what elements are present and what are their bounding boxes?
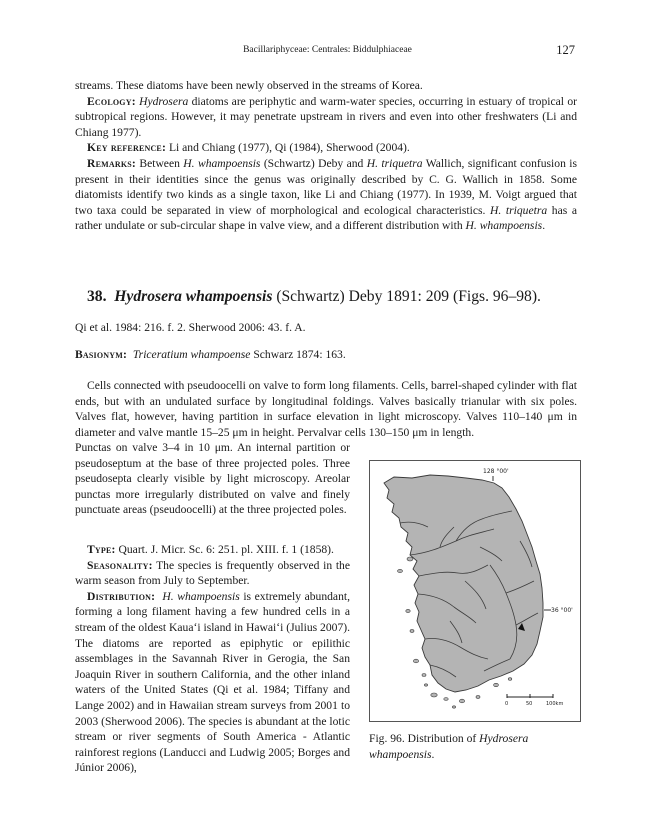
species-name: Hydrosera whampoensis	[114, 288, 273, 305]
key-reference-text: Li and Chiang (1977), Qi (1984), Sherwood (2004).	[166, 141, 410, 155]
scale-bar	[505, 694, 563, 707]
species-authority: (Schwartz) Deby 1891: 209 (Figs. 96–98).	[272, 288, 541, 305]
caption-suffix: .	[431, 747, 435, 761]
scale-50: 50	[526, 701, 533, 707]
peninsula-landmass	[384, 475, 543, 692]
type-section	[75, 542, 350, 776]
remarks-text-e: .	[542, 219, 546, 233]
description-paragraph: Cells connected with pseudoocelli on valve to form long filaments. Cells, barrel-shaped cylinder with flat ends, but with an undulated surface by longitudinal foldings. Valves basically trianular with six poles. Valves flat, however, having partition in surface elevation in light microscopy. Valves 110–140 μm in diameter and valve mantle 15–25 μm in height. Pervalvar cells 130–150 μm in length.	[75, 379, 577, 439]
basionym-block	[75, 347, 577, 363]
running-title: Bacillariphyceae: Centrales: Biddulphiaceae	[243, 45, 412, 55]
description-left	[75, 440, 350, 518]
korea-map	[370, 461, 580, 721]
caption-species: Hydrosera whampoensis	[369, 732, 529, 761]
seasonality-paragraph: Seasonality: The species is frequently observed in the warm season from July to September.	[75, 558, 350, 588]
remarks-label: Remarks	[87, 156, 132, 170]
longitude-label: 128 °00'	[483, 468, 509, 475]
page-number: 127	[556, 43, 575, 57]
distribution-map-figure	[369, 460, 581, 722]
distribution-label: Distribution	[87, 589, 152, 603]
type-paragraph: Type: Quart. J. Micr. Sc. 6: 251. pl. XIII. f. 1 (1858).	[87, 543, 334, 556]
remarks-species-2: H. triquetra	[366, 156, 423, 170]
description-continued: Punctas on valve 3–4 in 10 μm. An internal partition or pseudoseptum at the base of three projected poles. Three pseudosepta clearly visible by light microscopy. Areolar punctas more irregularly distributed on valve and finely punctuate areas (pseudoocelli) at the three projected poles.	[75, 441, 350, 517]
streams-paragraph: streams. These diatoms have been newly observed in the streams of Korea.	[75, 79, 423, 92]
basionym-name: Triceratium whampoense	[132, 348, 251, 361]
distribution-paragraph: Distribution: H. whampoensis is extremely abundant, forming a long filament having a few hundred cells in a stream of the oldest Kaua‘i island in Hawai‘i (Julius 2007). The diatoms are reported as epiphytic or epilithic assemblages in the Savannah River in Gerogia, the San Joaquin River in southern California, and the other inland waters of the United States (Qi et al. 1984; Tiffany and Lange 2002) and in Hawaiian stream surveys from 2001 to 2003 (Sherwood 2006). The species is abundant at the lotic stream or river segments of South America - Atlantic rainforest regions (Landucci and Ludwig 2005; Borges and Júnior 2006),	[75, 589, 350, 775]
remarks-text-c: Wallich, significant confusion is present in their identities since the genus was originally described by C. G. Wallich in 1858. Some diatomists identify two kinds as a single taxon, like Li and Chiang (1977). In 1939, M. Voigt argued that two taxa could be separated in view of morphological and ecological characteristics.	[75, 156, 577, 217]
key-reference-label: Key reference	[87, 141, 162, 155]
seasonality-label: Seasonality	[87, 558, 149, 572]
remarks-species-3: H. triquetra	[490, 203, 548, 217]
top-section	[75, 78, 577, 234]
remarks-species-4: H. whampoensis	[465, 219, 543, 233]
caption-prefix: Fig. 96. Distribution of	[369, 732, 480, 745]
remarks-text-a: Between	[135, 156, 184, 170]
scale-0: 0	[505, 701, 509, 707]
ecology-label: Ecology	[87, 94, 132, 108]
key-reference-paragraph: Key reference: Li and Chiang (1977), Qi (1984), Sherwood (2004).	[87, 141, 410, 155]
remarks-text-b: (Schwartz) Deby and	[260, 156, 367, 170]
species-references	[75, 320, 577, 336]
distribution-text: is extremely abundant, forming a long filament having a few hundred cells in a stream of the oldest Kaua‘i island in Hawai‘i (Julius 2007). The diatoms are reported as epiphytic or epilithic assemblages in the Savannah River in Gerogia, the San Joaquin River in southern California, and the other inland waters of the United States (Qi et al. 1984; Tiffany and Lange 2002) and in Hawaiian stream surveys from 2001 to 2003 (Sherwood 2006). The species is abundant at the lotic stream or river segments of South America - Atlantic rainforest regions (Landucci and Ludwig 2005; Borges and Júnior 2006),	[75, 589, 350, 775]
basionym-text: Schwarz 1874: 163.	[250, 348, 346, 361]
basionym-line: Basionym: Triceratium whampoense Schwarz 1874: 163.	[75, 348, 346, 361]
distribution-species: H. whampoensis	[162, 589, 240, 603]
description-full	[75, 378, 577, 440]
species-number: 38.	[87, 288, 107, 305]
ecology-genus: Hydrosera	[139, 94, 189, 108]
remarks-text-d: has a rather undulate or sub-circular shape in valve view, and a different distribution with	[75, 203, 577, 233]
latitude-label: 36 °00'	[551, 607, 573, 614]
type-label: Type	[87, 543, 112, 556]
ecology-paragraph: Ecology: Hydrosera diatoms are periphytic and warm-water species, occurring in estuary of tropical or subtropical regions. However, it may penetrate upstream in rivers and even into other freshwaters (Li and Chiang 1977).	[75, 94, 577, 139]
references-line: Qi et al. 1984: 216. f. 2. Sherwood 2006: 43. f. A.	[75, 321, 306, 334]
species-heading	[87, 288, 567, 306]
scale-100: 100km	[546, 701, 564, 707]
ecology-text: diatoms are periphytic and warm-water species, occurring in estuary of tropical or subtropical regions. However, it may penetrate upstream in rivers and even into other freshwaters (Li and Chiang 1977).	[75, 94, 577, 139]
seasonality-text: The species is frequently observed in the warm season from July to September.	[75, 558, 350, 588]
basionym-label: Basionym	[75, 348, 124, 361]
remarks-paragraph: Remarks: Between H. whampoensis (Schwartz) Deby and H. triquetra Wallich, significant confusion is present in their identities since the genus was originally described by C. G. Wallich in 1858. Some diatomists identify two kinds as a single taxon, like Li and Chiang (1977). In 1939, M. Voigt argued that two taxa could be separated in view of morphological and ecological characteristics. H. triquetra has a rather undulate or sub-circular shape in valve view, and a different distribution with H. whampoensis.	[75, 156, 577, 233]
remarks-species-1: H. whampoensis	[183, 156, 261, 170]
figure-caption	[369, 731, 581, 762]
type-text: Quart. J. Micr. Sc. 6: 251. pl. XIII. f. 1 (1858).	[115, 543, 334, 556]
